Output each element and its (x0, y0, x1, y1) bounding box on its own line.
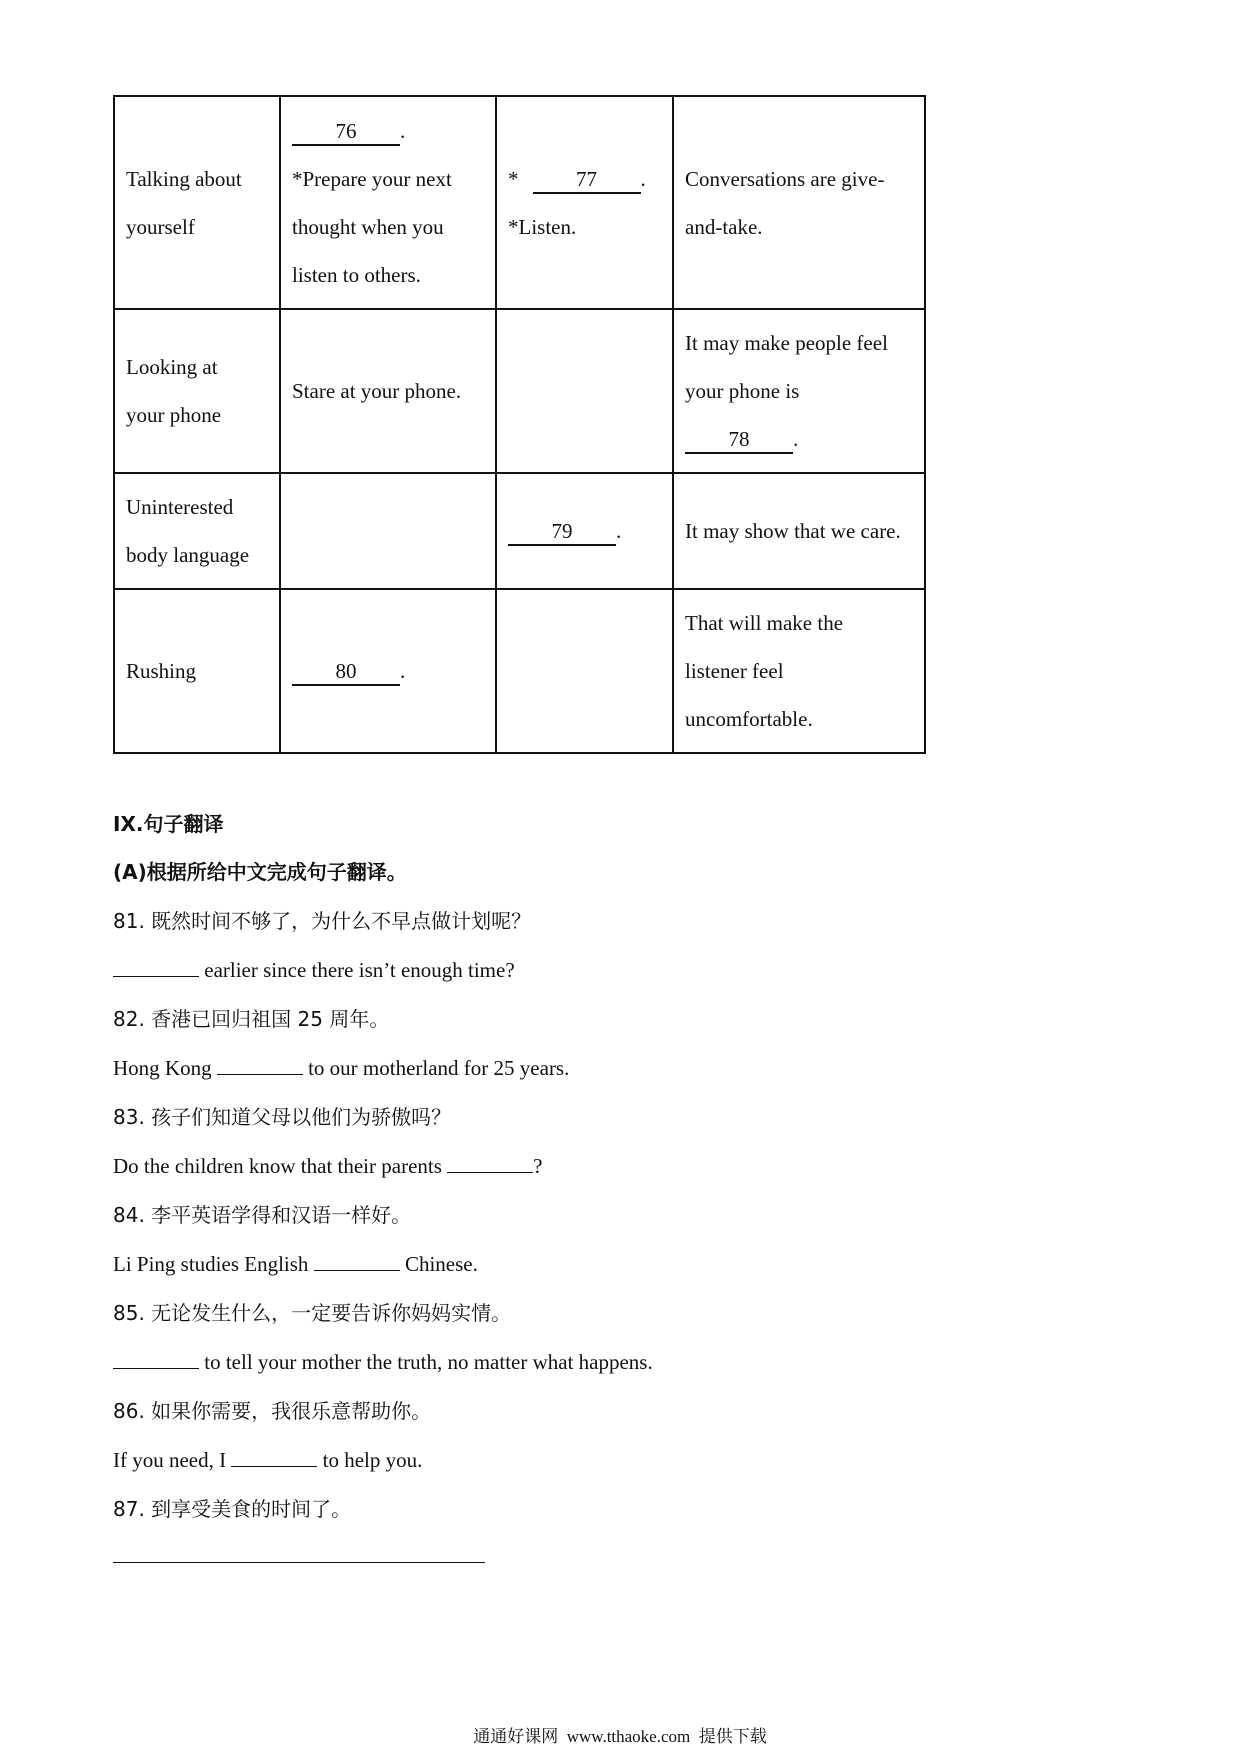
question-82-en (113, 1053, 569, 1083)
answer-blank[interactable] (113, 1348, 199, 1369)
cell-text: listen to others. (292, 262, 421, 287)
cell-text: your phone (126, 403, 222, 427)
cell-text: uncomfortable. (685, 707, 813, 731)
table-cell (496, 96, 673, 309)
question-86-en (113, 1445, 422, 1475)
table-row (114, 309, 925, 473)
table-cell (496, 309, 673, 473)
table-cell (673, 96, 925, 309)
cell-text: Rushing (126, 659, 197, 683)
question-85-cn: 85. 无论发生什么，一定要告诉你妈妈实情。 (113, 1301, 512, 1325)
en-text: Hong Kong (113, 1056, 217, 1080)
blank-78[interactable]: 78 (685, 426, 793, 454)
cell-text: and-take. (685, 214, 763, 239)
table-cell (280, 96, 496, 309)
cell-text: 78 . (685, 415, 913, 463)
table-cell (496, 589, 673, 753)
en-text: to tell your mother the truth, no matter what happens. (199, 1350, 653, 1374)
footer-url[interactable]: www.tthaoke.com (566, 1727, 691, 1746)
blank-77[interactable]: 77 (533, 166, 641, 194)
section-title: IX.句子翻译 (113, 812, 224, 836)
table-cell (114, 473, 280, 589)
cell-text: your phone is (685, 379, 800, 403)
cell-text: listener feel (685, 659, 784, 683)
blank-76[interactable]: 76 (292, 118, 400, 146)
footer-download: 提供下载 (698, 1727, 767, 1747)
en-text: to our motherland for 25 years. (302, 1056, 570, 1080)
en-text: to help you. (317, 1448, 423, 1472)
table-row (114, 473, 925, 589)
table-row (114, 96, 925, 309)
cell-text: 76 . (292, 107, 484, 155)
cell-text: *Listen. (508, 214, 577, 239)
cell-text: 80 . (292, 647, 484, 695)
blank-80[interactable]: 80 (292, 658, 400, 686)
answer-blank[interactable] (447, 1152, 533, 1173)
cell-text: That will make the (685, 611, 844, 635)
table-cell (496, 473, 673, 589)
question-84-cn: 84. 李平英语学得和汉语一样好。 (113, 1203, 412, 1227)
table-cell (673, 473, 925, 589)
en-text: ? (533, 1154, 543, 1178)
en-text: If you need, I (113, 1448, 232, 1472)
table-row (114, 589, 925, 753)
table-cell (673, 589, 925, 753)
en-text: Chinese. (399, 1252, 478, 1276)
cell-text: body language (126, 543, 250, 567)
info-table (113, 95, 926, 754)
answer-blank[interactable] (314, 1250, 400, 1271)
question-85-en (113, 1347, 653, 1377)
cell-text: * 77 . (508, 155, 661, 203)
cell-text: Looking at (126, 355, 218, 379)
answer-blank[interactable] (217, 1054, 303, 1075)
en-text: earlier since there isn’t enough time? (199, 958, 515, 982)
table-cell (280, 589, 496, 753)
page-footer (0, 1722, 1240, 1747)
table-cell (280, 473, 496, 589)
question-83-cn: 83. 孩子们知道父母以他们为骄傲吗？ (113, 1105, 452, 1129)
section-subtitle: (A)根据所给中文完成句子翻译。 (113, 860, 407, 884)
footer-brand: 通通好课网 (473, 1727, 559, 1747)
table-cell (673, 309, 925, 473)
cell-text: It may make people feel (685, 331, 888, 355)
cell-text: Stare at your phone. (292, 379, 462, 403)
cell-text: yourself (126, 214, 195, 239)
en-text: Li Ping studies English (113, 1252, 314, 1276)
blank-79[interactable]: 79 (508, 518, 616, 546)
table-cell (114, 589, 280, 753)
cell-text: It may show that we care. (685, 519, 901, 543)
answer-blank[interactable] (113, 956, 199, 977)
cell-text: thought when you (292, 214, 444, 239)
table-cell (280, 309, 496, 473)
table-cell (114, 96, 280, 309)
question-87-cn: 87. 到享受美食的时间了。 (113, 1497, 352, 1521)
cell-text: 79 . (508, 507, 661, 555)
answer-line-87[interactable] (113, 1562, 485, 1563)
cell-text: Conversations are give- (685, 166, 885, 191)
question-84-en (113, 1249, 478, 1279)
question-86-cn: 86. 如果你需要，我很乐意帮助你。 (113, 1399, 432, 1423)
answer-blank[interactable] (231, 1446, 317, 1467)
question-83-en (113, 1151, 542, 1181)
cell-text: Uninterested (126, 495, 234, 519)
bullet-star: * (508, 166, 519, 191)
question-81-cn: 81. 既然时间不够了，为什么不早点做计划呢？ (113, 909, 532, 933)
question-81-en (113, 955, 515, 985)
cell-text: Talking about (126, 166, 242, 191)
table-cell (114, 309, 280, 473)
question-82-cn: 82. 香港已回归祖国 25 周年。 (113, 1007, 390, 1031)
cell-text: *Prepare your next (292, 166, 452, 191)
en-text: Do the children know that their parents (113, 1154, 448, 1178)
